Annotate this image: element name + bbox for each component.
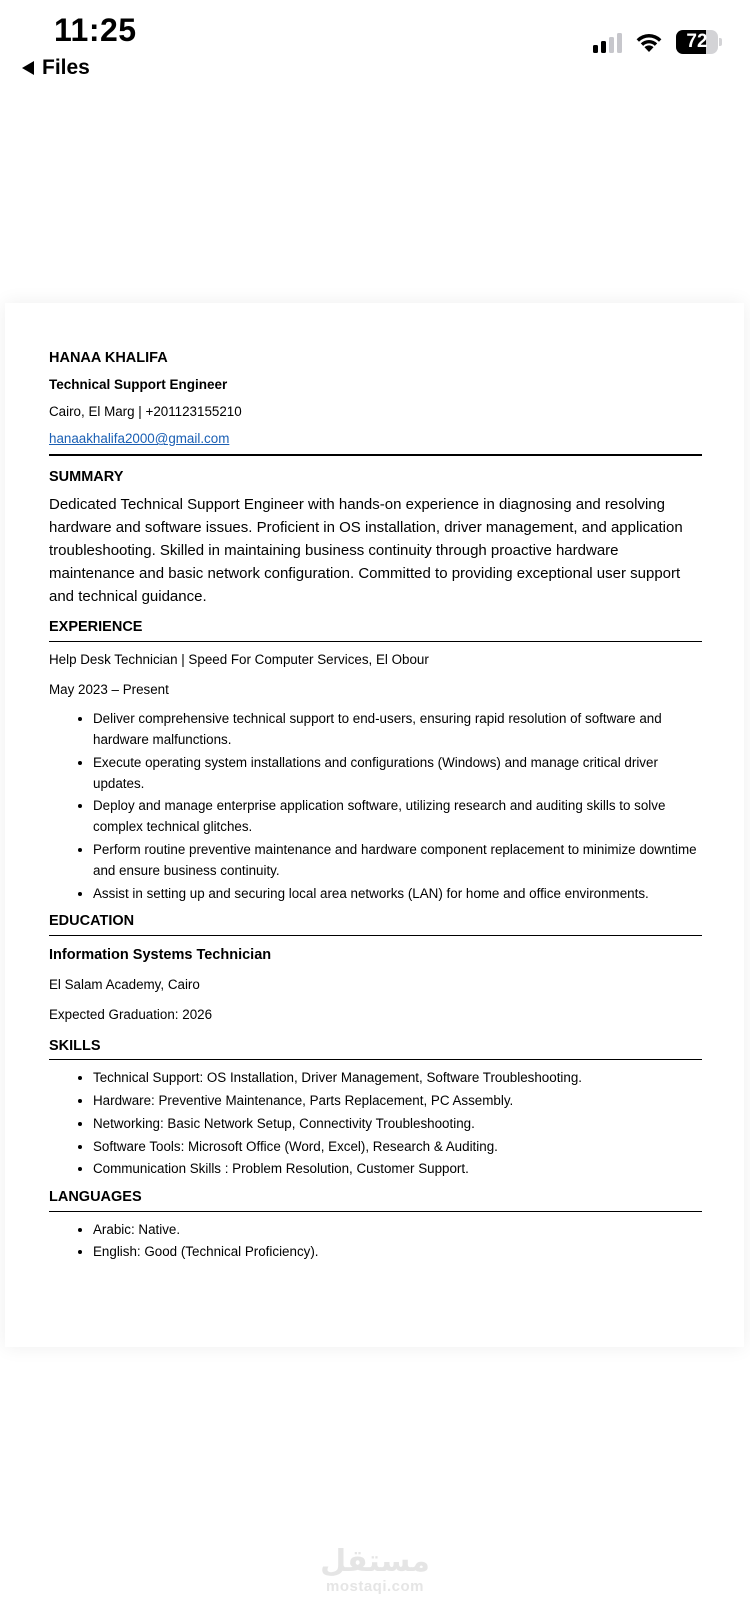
wifi-icon — [634, 31, 664, 53]
experience-bullet: • Execute operating system installations and configurations (Windows) and manage critical driver updates. — [93, 753, 702, 795]
education-school: El Salam Academy, Cairo — [49, 977, 200, 993]
skill-item: • Software Tools: Microsoft Office (Word, Excel), Research & Auditing. — [93, 1137, 702, 1158]
experience-bullet: • Deliver comprehensive technical support to end-users, ensuring rapid resolution of software and hardware malfunctions. — [93, 709, 702, 751]
signal-bar — [609, 37, 614, 53]
experience-bullet: • Perform routine preventive maintenance and hardware component replacement to minimize downtime and ensure business continuity. — [93, 840, 702, 882]
signal-bar — [601, 41, 606, 53]
signal-bar — [593, 45, 598, 53]
signal-bar — [617, 33, 622, 53]
back-triangle-icon — [22, 61, 34, 75]
skills-divider — [49, 1059, 702, 1060]
experience-dates: May 2023 – Present — [49, 681, 169, 697]
language-item: • English: Good (Technical Proficiency). — [93, 1242, 702, 1263]
watermark-latin: mostaqi.com — [325, 1578, 425, 1595]
resume-name: HANAA KHALIFA — [49, 350, 168, 366]
skill-item: • Hardware: Preventive Maintenance, Parts Replacement, PC Assembly. — [93, 1091, 702, 1112]
skills-heading: SKILLS — [49, 1037, 101, 1054]
status-time: 11:25 — [54, 12, 137, 48]
resume-contact-line: Cairo, El Marg | +201123155210 — [49, 404, 242, 420]
cellular-signal-icon — [593, 31, 622, 53]
experience-bullet: • Assist in setting up and securing local area networks (LAN) for home and office environments. — [93, 884, 702, 905]
back-button[interactable] — [22, 56, 90, 80]
experience-bullet: • Deploy and manage enterprise application software, utilizing research and auditing skills to solve complex technical glitches. — [93, 796, 702, 838]
battery-icon — [676, 30, 722, 54]
back-label: Files — [42, 56, 90, 79]
header-divider — [49, 454, 702, 456]
experience-heading: EXPERIENCE — [49, 619, 143, 636]
watermark-logo — [0, 1545, 750, 1595]
experience-role: Help Desk Technician | Speed For Computer Services, El Obour — [49, 651, 429, 667]
skill-item: • Communication Skills : Problem Resolution, Customer Support. — [93, 1159, 702, 1180]
experience-divider — [49, 641, 702, 642]
resume-content — [49, 347, 702, 1269]
education-divider — [49, 935, 702, 936]
skill-item: • Networking: Basic Network Setup, Connectivity Troubleshooting. — [93, 1114, 702, 1135]
document-page[interactable] — [5, 303, 744, 1347]
summary-text: Dedicated Technical Support Engineer with hands-on experience in diagnosing and resolving hardware and software issues. Proficient in OS installation, driver management, and application troubleshooting. Skilled in maintaining business continuity through proactive hardware maintenance and basic network configuration. Committed to providing exceptional user support and technical guidance. — [49, 496, 683, 605]
languages-heading: LANGUAGES — [49, 1189, 142, 1206]
languages-list — [49, 1220, 702, 1264]
skills-list — [49, 1068, 702, 1180]
status-icons — [593, 30, 722, 54]
resume-job-title: Technical Support Engineer — [49, 377, 228, 393]
watermark-arabic: مستقل — [320, 1545, 430, 1578]
skill-item: • Technical Support: OS Installation, Driver Management, Software Troubleshooting. — [93, 1068, 702, 1089]
email-link[interactable]: hanaakhalifa2000@gmail.com — [49, 431, 230, 447]
battery-percent: 72 — [686, 31, 708, 52]
summary-heading: SUMMARY — [49, 468, 124, 485]
education-graduation: Expected Graduation: 2026 — [49, 1006, 213, 1022]
education-heading: EDUCATION — [49, 913, 135, 930]
language-item: • Arabic: Native. — [93, 1220, 702, 1241]
experience-bullets — [49, 709, 702, 904]
education-degree: Information Systems Technician — [49, 946, 272, 963]
languages-divider — [49, 1211, 702, 1212]
